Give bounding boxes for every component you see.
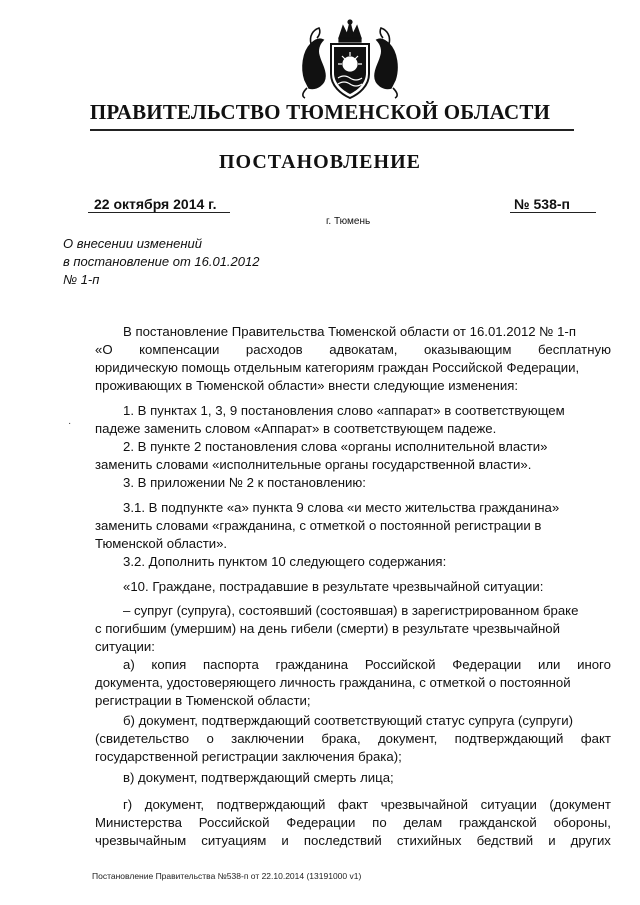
paragraph-line: падеже заменить словом «Аппарат» в соответствующем падеже. xyxy=(95,421,497,436)
paragraph-line: регистрации в Тюменской области; xyxy=(95,693,311,708)
item-g-paragraph xyxy=(95,796,611,850)
word: чрезвычайной xyxy=(380,797,469,812)
word: делам xyxy=(403,815,443,830)
word: Федерации xyxy=(286,815,356,830)
paragraph-line xyxy=(95,341,611,359)
item-3-2-paragraph xyxy=(95,553,611,571)
word: чрезвычайным xyxy=(95,833,187,848)
word: факт xyxy=(580,731,611,746)
paragraph-line: заменить словами «гражданина, с отметкой о постоянной регистрации в xyxy=(95,518,542,533)
word: Российской xyxy=(198,815,270,830)
paragraph-line xyxy=(95,814,611,832)
paragraph-line: «10. Граждане, пострадавшие в результате чрезвычайной ситуации: xyxy=(123,579,544,594)
item-3-paragraph xyxy=(95,474,611,492)
paragraph-line: – супруг (супруга), состоявший (состоявшая) в зарегистрированном браке xyxy=(123,603,579,618)
subject-line: № 1-п xyxy=(63,272,100,287)
item-3-1-paragraph xyxy=(95,499,611,553)
intro-paragraph-rest xyxy=(95,359,611,395)
paragraph-line: ситуации: xyxy=(95,639,155,654)
paragraph-line: юридическую помощь отдельным категориям граждан Российской Федерации, xyxy=(95,360,580,375)
word: о xyxy=(206,731,214,746)
word: копия xyxy=(151,657,187,672)
intro-paragraph xyxy=(95,323,611,341)
paragraph-line: б) документ, подтверждающий соответствующий статус супруга (супруги) xyxy=(123,713,574,728)
word: других xyxy=(570,833,611,848)
word: и xyxy=(281,833,289,848)
paragraph-line xyxy=(95,730,611,748)
word: компенсации xyxy=(139,342,220,357)
item-10-paragraph xyxy=(95,578,611,596)
paragraph-line: 3.2. Дополнить пунктом 10 следующего содержания: xyxy=(123,554,447,569)
margin-mark: · xyxy=(68,418,72,429)
intro-paragraph-justified xyxy=(95,341,611,359)
word: по xyxy=(372,815,387,830)
paragraph-line: 1. В пунктах 1, 3, 9 постановления слово «аппарат» в соответствующем xyxy=(123,403,565,418)
item-2-paragraph xyxy=(95,438,611,474)
document-date: 22 октября 2014 г. xyxy=(94,196,217,212)
subject-line: в постановление от 16.01.2012 xyxy=(63,254,260,269)
organization-title: ПРАВИТЕЛЬСТВО ТЮМЕНСКОЙ ОБЛАСТИ xyxy=(89,100,551,124)
paragraph-line: документа, удостоверяющего личность гражданина, с отметкой о постоянной xyxy=(95,675,571,690)
word: адвокатам, xyxy=(329,342,398,357)
paragraph-line: 2. В пункте 2 постановления слова «органы исполнительной власти» xyxy=(123,439,548,454)
spouse-paragraph xyxy=(95,602,611,656)
paragraph-line: 3.1. В подпункте «а» пункта 9 слова «и место жительства гражданина» xyxy=(123,500,560,515)
word: документ, xyxy=(377,731,438,746)
item-v-paragraph xyxy=(95,769,611,787)
word: факт xyxy=(338,797,369,812)
word: ситуации xyxy=(480,797,537,812)
word: иного xyxy=(577,657,611,672)
title-underline xyxy=(90,129,574,131)
word: брака, xyxy=(321,731,361,746)
paragraph-line: 3. В приложении № 2 к постановлению: xyxy=(123,475,366,490)
document-city: г. Тюмень xyxy=(326,216,371,227)
number-underline xyxy=(510,212,596,213)
word: Федерации xyxy=(452,657,522,672)
word: расходов xyxy=(245,342,303,357)
word: а) xyxy=(123,657,135,672)
paragraph-line: заменить словами «исполнительные органы государственной власти». xyxy=(95,457,532,472)
document-footer: Постановление Правительства №538-п от 22.10.2014 (13191000 v1) xyxy=(92,871,362,881)
word: или xyxy=(537,657,561,672)
paragraph-line: в) документ, подтверждающий смерть лица; xyxy=(123,770,394,785)
item-1-paragraph xyxy=(95,402,611,438)
word: гражданской xyxy=(458,815,537,830)
paragraph-line xyxy=(95,832,611,850)
word: и xyxy=(548,833,556,848)
coat-of-arms-emblem xyxy=(297,18,403,102)
word: оказывающим xyxy=(423,342,512,357)
word: бесплатную xyxy=(537,342,611,357)
document-type: ПОСТАНОВЛЕНИЕ xyxy=(219,151,421,173)
word: подтверждающий xyxy=(454,731,564,746)
paragraph-line: с погибшим (умершим) на день гибели (смерти) в результате чрезвычайной xyxy=(95,621,560,636)
word: обороны, xyxy=(553,815,611,830)
subject-line: О внесении изменений xyxy=(63,236,202,251)
word: паспорта xyxy=(203,657,259,672)
word: гражданина xyxy=(275,657,349,672)
paragraph-line: проживающих в Тюменской области» внести следующие изменения: xyxy=(95,378,519,393)
word: ситуациям xyxy=(201,833,267,848)
document-number: № 538-п xyxy=(514,196,570,212)
paragraph-line: Тюменской области». xyxy=(95,536,228,551)
word: бедствий xyxy=(476,833,534,848)
word: Министерства xyxy=(95,815,182,830)
word: (свидетельство xyxy=(95,731,190,746)
paragraph-line: В постановление Правительства Тюменской области от 16.01.2012 № 1-п xyxy=(123,324,576,339)
paragraph-line: государственной регистрации заключения брака); xyxy=(95,749,402,764)
word: Российской xyxy=(364,657,436,672)
paragraph-line xyxy=(95,656,611,674)
document-subject xyxy=(63,235,259,289)
word: (документ xyxy=(549,797,611,812)
word: подтверждающий xyxy=(216,797,326,812)
word: заключении xyxy=(231,731,304,746)
word: последствий xyxy=(303,833,382,848)
date-underline xyxy=(88,212,230,213)
word: документ, xyxy=(144,797,205,812)
paragraph-line xyxy=(95,796,611,814)
word: стихийных xyxy=(396,833,462,848)
item-b-paragraph xyxy=(95,712,611,766)
word: «О xyxy=(95,342,113,357)
item-a-paragraph xyxy=(95,656,611,710)
word: г) xyxy=(123,797,133,812)
